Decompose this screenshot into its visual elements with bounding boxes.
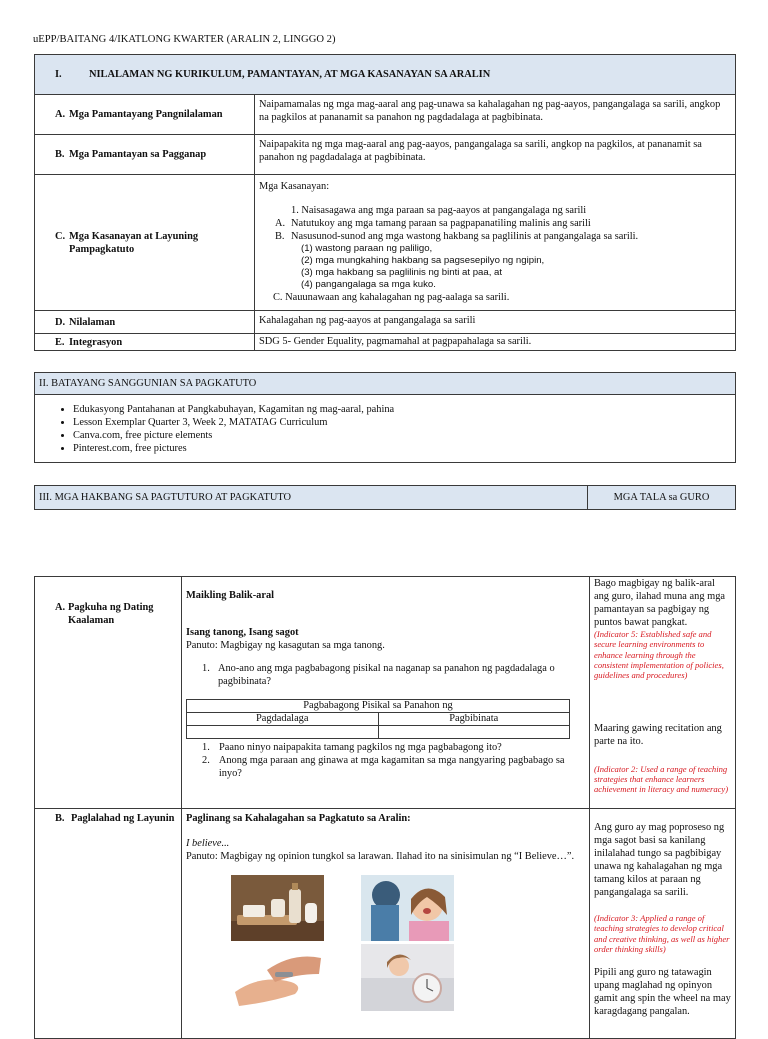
row-value: Naipapakita ng mga mag-aaral ang pag-aayos, pangangalaga sa sarili, angkop na pagkilos, at pananamit sa panahon ng pagdadalaga at pagbibinata.	[255, 135, 736, 175]
competencies-cell	[255, 175, 736, 311]
references-list	[35, 403, 735, 455]
empty-cell	[187, 726, 379, 739]
competency-item-b: Nasusunod-sunod ang mga wastong hakbang sa paglilinis at pangangalaga sa sarili.	[291, 231, 639, 242]
step-a-content	[182, 577, 590, 809]
section1-num: I.	[55, 69, 62, 80]
col-pagbibinata: Pagbibinata	[378, 713, 570, 726]
section1-header	[35, 55, 736, 95]
teacher-note: Ang guro ay mag poproseso ng mga sagot basi sa kanilang inilalahad tungo sa pagbibigay unawa ng kahalagahan ng mga tamang kilos at paraan ng pangangalaga sa sarili.	[594, 822, 725, 898]
document-header: uEPP/BAITANG 4/IKATLONG KWARTER (ARALIN 2, LINGGO 2)	[33, 34, 336, 45]
reference-item: • Lesson Exemplar Quarter 3, Week 2, MATATAG Curriculum	[73, 416, 735, 429]
row-value: Naipamamalas ng mga mag-aaral ang pag-unawa sa kahalagahan ng pag-aayos, pangangalaga sa sarili, angkop na pagkilos at pananamit sa panahon ng pagdadalaga at pagbibinata.	[255, 95, 736, 135]
step-b-heading: Paglinang sa Kahalagahan sa Pagkatuto sa Aralin:	[186, 813, 411, 824]
bullet: A.	[275, 218, 286, 229]
row-key: A.	[55, 109, 66, 120]
nail-clipping-image	[231, 944, 324, 1014]
toiletries-image	[231, 875, 324, 941]
question-num: 1.	[202, 663, 210, 674]
competency-item-1: 1. Naisasagawa ang mga paraan sa pag-aayos at pangangalaga ng sarili	[291, 205, 587, 216]
sub-step-4: (4) pangangalaga sa mga kuko.	[301, 278, 436, 290]
col-pagdadalaga: Pagdadalaga	[187, 713, 379, 726]
row-label: Mga Pamantayan sa Pagganap	[69, 149, 207, 160]
row-competencies	[35, 175, 736, 311]
changes-table-title: Pagbabagong Pisikal sa Panahon ng	[187, 700, 570, 713]
question-num: 2.	[202, 755, 210, 766]
sleeping-child-image	[361, 944, 454, 1011]
empty-cell	[378, 726, 570, 739]
row-value: SDG 5- Gender Equality, pagmamahal at pagpapahalaga sa sarili.	[255, 334, 736, 351]
teacher-note: Maaring gawing recitation ang parte na ito.	[594, 722, 722, 747]
step-a-directions: Panuto: Magbigay ng kasagutan sa mga tanong.	[186, 640, 385, 651]
steps-header-table	[34, 485, 736, 510]
dentist-image	[361, 875, 454, 941]
row-integration	[35, 334, 736, 351]
competency-item-c: C. Nauunawaan ang kahalagahan ng pag-aalaga sa sarili.	[273, 291, 510, 303]
row-label: Nilalaman	[69, 316, 116, 328]
indicator-note: (Indicator 3: Applied a range of teaching strategies to develop critical and creative thinking, as well as higher order thinking skills)	[594, 913, 730, 954]
question-3: Anong mga paraan ang ginawa at mga kagamitan sa mga nangyaring pagbabago sa inyo?	[218, 755, 565, 779]
question-1: Ano-ano ang mga pagbabagong pisikal na naganap sa panahon ng pagdadalaga o pagbibinata?	[217, 663, 555, 687]
row-performance-standards	[35, 135, 736, 175]
step-a-row	[35, 577, 736, 809]
row-label: Integrasyon	[69, 336, 123, 348]
teacher-note: Bago magbigay ng balik-aral ang guro, ilahad muna ang mga pamantayan sa pagbigay ng puntos bawat pangkat.	[594, 578, 725, 628]
row-key: C.	[55, 230, 66, 242]
row-key: E.	[55, 336, 65, 348]
references-table	[34, 372, 736, 463]
teacher-note: Pipili ang guro ng tatawagin upang maglahad ng opinyon gamit ang spin the wheel na may karagdagang pangalan.	[594, 967, 731, 1018]
step-a-heading: Maikling Balik-aral	[186, 590, 275, 601]
sub-step-2: (2) mga mungkahing hakbang sa pagsesepilyo ng ngipin,	[301, 254, 545, 266]
row-label: Mga Pamantayang Pangnilalaman	[69, 109, 223, 120]
step-a-label: Pagkuha ng Dating Kaalaman	[67, 602, 154, 626]
step-key: B.	[55, 813, 65, 824]
row-label: Mga Kasanayan at Layuning Pampagkatuto	[69, 230, 199, 255]
step-b-subheading: I believe...	[186, 838, 230, 849]
section3-title: III. MGA HAKBANG SA PAGTUTURO AT PAGKATUTO	[35, 486, 588, 510]
sub-step-1: (1) wastong paraan ng paliligo,	[301, 243, 433, 254]
competency-item-a: Natutukoy ang mga tamang paraan sa pagpapanatiling malinis ang sarili	[291, 218, 591, 229]
competencies-intro: Mga Kasanayan:	[259, 181, 330, 192]
question-2: Paano ninyo naipapakita tamang pagkilos ng mga pagbabagong ito?	[219, 742, 502, 753]
row-content-standards	[35, 95, 736, 135]
section1-title: NILALAMAN NG KURIKULUM, PAMANTAYAN, AT MGA KASANAYAN SA ARALIN	[89, 69, 491, 80]
step-b-label: Paglalahad ng Layunin	[71, 813, 175, 824]
notes-title: MGA TALA sa GURO	[588, 486, 736, 510]
step-key: A.	[55, 602, 66, 613]
section2-title: II. BATAYANG SANGGUNIAN SA PAGKATUTO	[35, 373, 736, 395]
row-key: D.	[55, 316, 66, 328]
step-a-notes	[590, 577, 736, 809]
row-key: B.	[55, 149, 65, 160]
bullet: B.	[275, 231, 285, 242]
step-b-notes	[590, 809, 736, 1039]
indicator-note: (Indicator 2: Used a range of teaching strategies that enhance learners achievement in literacy and numeracy)	[594, 763, 729, 795]
references-cell	[35, 395, 736, 463]
reference-item: • Edukasyong Pantahanan at Pangkabuhayan, Kagamitan ng mag-aaral, pahina	[73, 403, 735, 416]
curriculum-table	[34, 54, 736, 351]
step-b-directions: Panuto: Magbigay ng opinion tungkol sa larawan. Ilahad ito na sinisimulan ng “I Believe…”.	[186, 851, 575, 862]
reference-item: • Pinterest.com, free pictures	[73, 442, 735, 455]
row-content	[35, 311, 736, 334]
step-a-subheading: Isang tanong, Isang sagot	[186, 627, 299, 638]
question-num: 1.	[202, 742, 210, 753]
sub-step-3: (3) mga hakbang sa paglilinis ng binti at paa, at	[301, 266, 503, 278]
row-value: Kahalagahan ng pag-aayos at pangangalaga sa sarili	[255, 311, 736, 334]
reference-item: • Canva.com, free picture elements	[73, 429, 735, 442]
physical-changes-table	[186, 699, 570, 739]
indicator-note: (Indicator 5: Established safe and secure learning environments to enhance learning through the consistent implementation of policies, guidelines and procedures)	[594, 629, 724, 681]
